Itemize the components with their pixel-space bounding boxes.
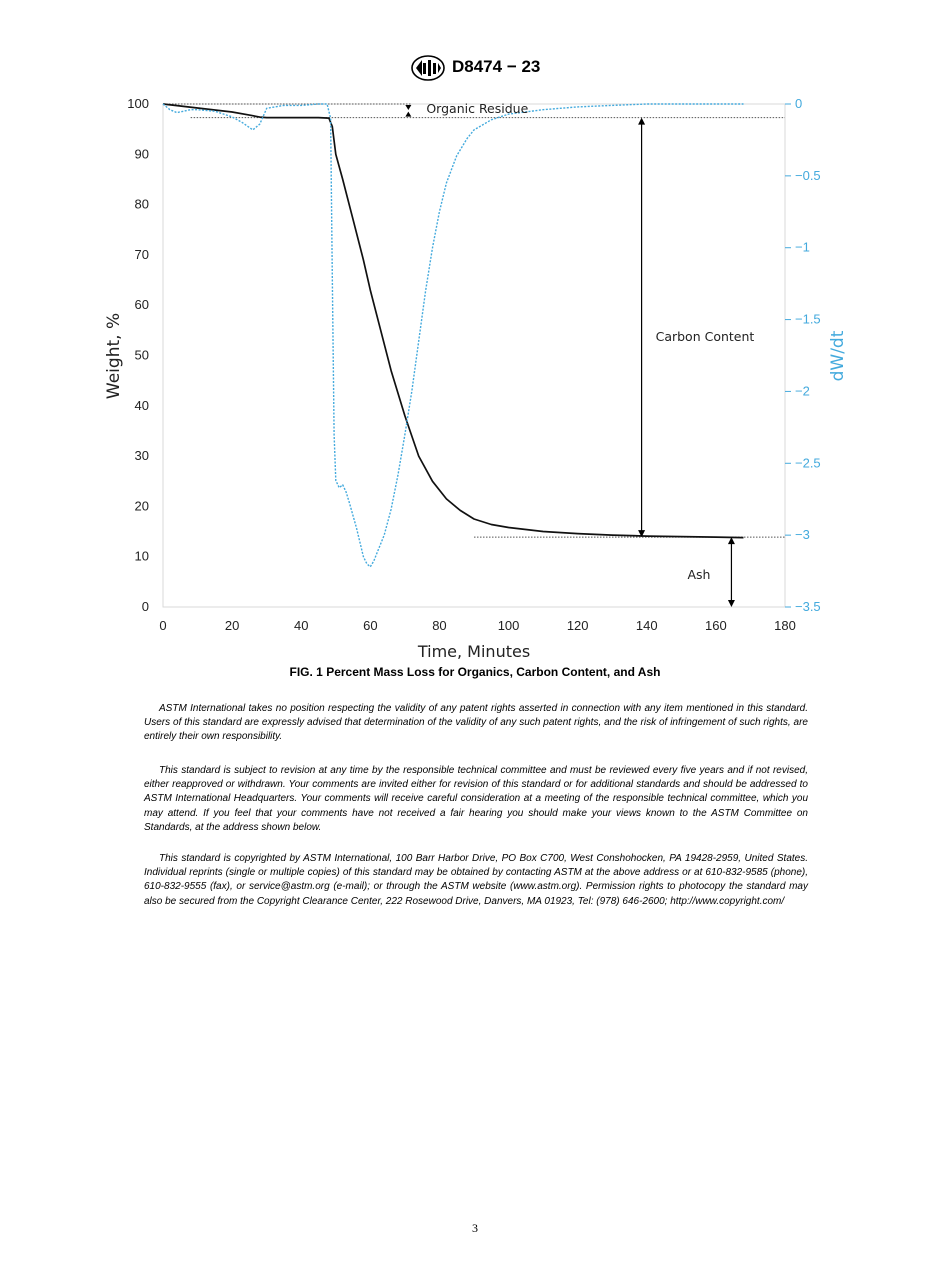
x-tick-label: 0 bbox=[159, 618, 167, 633]
figure-caption: FIG. 1 Percent Mass Loss for Organics, Carbon Content, and Ash bbox=[289, 665, 661, 679]
x-tick-label: 160 bbox=[705, 618, 727, 633]
y-left-tick-label: 100 bbox=[127, 96, 149, 111]
organic-residue-arrow-bottom bbox=[405, 112, 411, 117]
revision-notice: This standard is subject to revision at any time by the responsible technical committee and must be reviewed every five years and if not revised, either reapproved or withdrawn. Your comments are invited either for revision of this standard or for additional standards and should be addressed to ASTM International Headquarters. Your comments will receive careful consideration at a meeting of the responsible technical committee, which you may attend. If you feel that your comments have not received a fair hearing you should make your views known to the ASTM Committee on Standards, at the address shown below. bbox=[144, 765, 808, 833]
y-right-tick-label: −1.5 bbox=[795, 311, 821, 327]
y-right-tick-label: −0.5 bbox=[795, 167, 821, 183]
x-tick-label: 140 bbox=[635, 618, 658, 633]
y-right-tick-label: −1 bbox=[795, 239, 810, 255]
x-tick-label: 60 bbox=[363, 618, 378, 633]
x-tick-label: 100 bbox=[497, 618, 520, 633]
page-number: 3 bbox=[472, 1221, 478, 1235]
ash-arrow-head-bottom bbox=[728, 600, 735, 607]
y-left-tick-label: 90 bbox=[134, 146, 149, 162]
y-right-tick-label: −2 bbox=[795, 383, 810, 399]
copyright-notice: This standard is copyrighted by ASTM International, 100 Barr Harbor Drive, PO Box C700, West Conshohocken, PA 19428-2959, United States. Individual reprints (single or multiple copies) of this standard may be obtained by contacting ASTM at the above address or at 610-832-9585 (phone), 610-832-9555 (fax), or service@astm.org (e-mail); or through the ASTM website (www.astm.org). Permission rights to photocopy the standard may also be secured from the Copyright Clearance Center, 222 Rosewood Drive, Danvers, MA 01923, Tel: (978) 646-2600; http://www.copyright.com/ bbox=[144, 853, 808, 907]
y-left-tick-label: 50 bbox=[134, 347, 149, 363]
y-left-tick-label: 30 bbox=[134, 448, 149, 464]
x-tick-label: 20 bbox=[224, 618, 240, 633]
series-weight-line bbox=[163, 104, 744, 538]
y-right-tick-label: 0 bbox=[795, 96, 803, 111]
y-left-axis-label: Weight, % bbox=[104, 312, 124, 400]
y-left-tick-label: 40 bbox=[134, 397, 149, 413]
y-left-tick-label: 10 bbox=[134, 548, 149, 564]
organic-residue-label: Organic Residue bbox=[426, 101, 529, 116]
ash-label: Ash bbox=[687, 567, 711, 582]
y-right-tick-label: −3.5 bbox=[795, 599, 821, 614]
y-left-tick-label: 70 bbox=[134, 246, 149, 262]
x-axis-label: Time, Minutes bbox=[417, 642, 531, 661]
standard-designation: D8474 − 23 bbox=[452, 57, 541, 76]
y-right-tick-label: −3 bbox=[795, 527, 810, 543]
y-left-tick-label: 80 bbox=[134, 196, 149, 212]
y-right-tick-label: −2.5 bbox=[795, 455, 821, 471]
carbon-content-arrow-head-top bbox=[638, 118, 645, 125]
organic-residue-arrow-top bbox=[405, 105, 411, 110]
carbon-content-label: Carbon Content bbox=[655, 329, 755, 344]
y-left-tick-label: 0 bbox=[141, 599, 149, 614]
patent-notice: ASTM International takes no position respecting the validity of any patent rights asserted in connection with any item mentioned in this standard. Users of this standard are expressly advised that determination of the validity of any such patent rights, and the risk of infringement of such rights, are entirely their own responsibility. bbox=[144, 703, 808, 743]
y-right-axis-label: dW/dt bbox=[828, 330, 848, 382]
y-left-tick-label: 60 bbox=[134, 297, 149, 313]
x-tick-label: 80 bbox=[432, 618, 447, 633]
x-tick-label: 120 bbox=[566, 618, 589, 633]
x-tick-label: 180 bbox=[774, 618, 796, 633]
x-tick-label: 40 bbox=[293, 618, 309, 633]
y-left-tick-label: 20 bbox=[134, 498, 149, 514]
plot-frame bbox=[163, 104, 785, 607]
